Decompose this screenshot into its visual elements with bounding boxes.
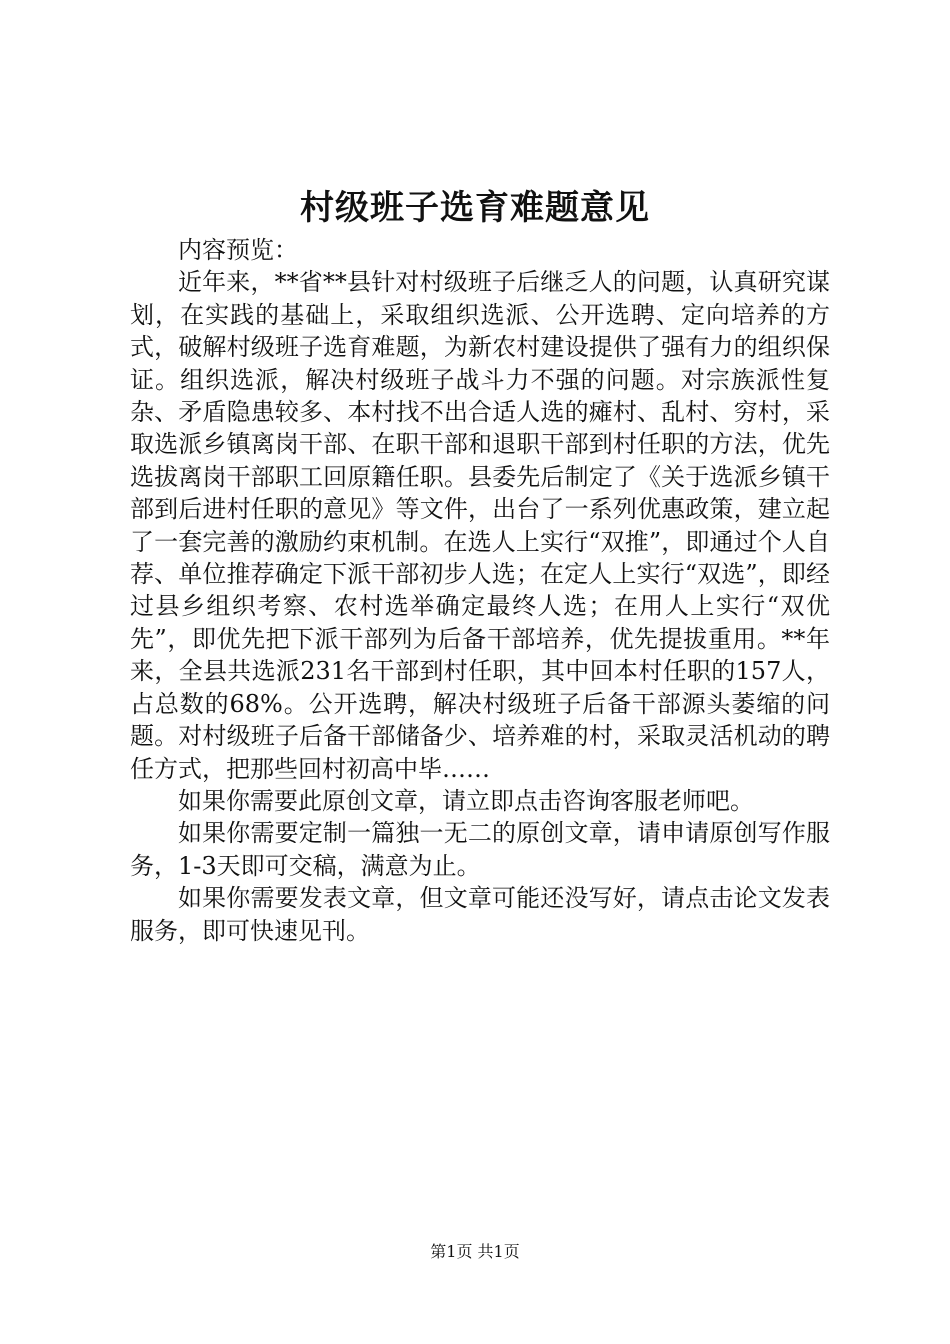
notice-consult: 如果你需要此原创文章，请立即点击咨询客服老师吧。 [178, 786, 754, 815]
notice-publishing: 如果你需要发表文章，但文章可能还没写好，请点击论文发表服务，即可快速见刊。 [130, 884, 830, 945]
page-footer: 第1页 共1页 [430, 1242, 520, 1261]
preview-label: 内容预览： [178, 236, 298, 264]
notice-custom-writing: 如果你需要定制一篇独一无二的原创文章，请申请原创写作服务，1-3天即可交稿，满意为止。 [130, 819, 830, 880]
document-body [130, 234, 830, 947]
main-paragraph: 近年来，**省**县针对村级班子后继乏人的问题，认真研究谋划，在实践的基础上，采取组织选派、公开选聘、定向培养的方式，破解村级班子选育难题，为新农村建设提供了强有力的组织保证。组织选派，解决村级班子战斗力不强的问题。对宗族派性复杂、矛盾隐患较多、本村找不出合适人选的瘫村、乱村、穷村，采取选派乡镇离岗干部、在职干部和退职干部到村任职的方法，优先选拔离岗干部职工回原籍任职。县委先后制定了《关于选派乡镇干部到后进村任职的意见》等文件，出台了一系列优惠政策，建立起了一套完善的激励约束机制。在选人上实行“双推”，即通过个人自荐、单位推荐确定下派干部初步人选；在定人上实行“双选”，即经过县乡组织考察、农村选举确定最终人选；在用人上实行“双优先”，即优先把下派干部列为后备干部培养，优先提拔重用。**年来，全县共选派231名干部到村任职，其中回本村任职的157人，占总数的68%。公开选聘，解决村级班子后备干部源头萎缩的问题。对村级班子后备干部储备少、培养难的村，采取灵活机动的聘任方式，把那些回村初高中毕…… [130, 268, 830, 783]
document-title: 村级班子选育难题意见 [300, 188, 650, 228]
